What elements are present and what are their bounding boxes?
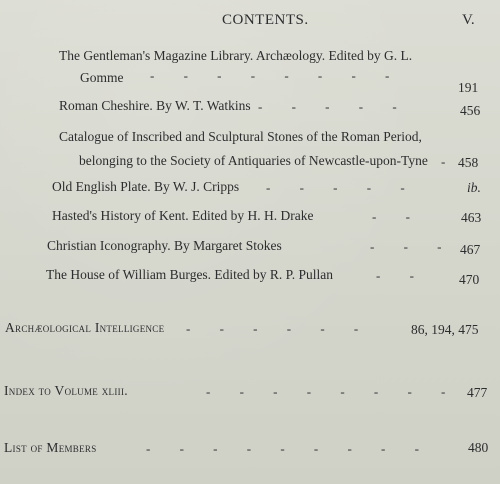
section-list-of-members: List of Members [4, 440, 97, 455]
page-numeral: V. [462, 12, 475, 28]
leader-dots: - - [376, 268, 414, 283]
entry-2-title: Roman Cheshire. By W. T. Watkins [59, 98, 251, 113]
leader-dots: - - - [370, 239, 442, 254]
entry-2-page: 456 [460, 103, 481, 118]
entry-5-page: 463 [461, 210, 482, 225]
entry-7-line-1: The House of William Burges. Edited by R. P. Pullan [46, 267, 333, 282]
entry-3-line-1: Catalogue of Inscribed and Sculptural Stones of the Roman Period, [59, 129, 422, 144]
entry-6-line-1: Christian Iconography. By Margaret Stokes [47, 238, 282, 253]
section-3-page: 480 [468, 440, 489, 455]
entry-2-line-1 [59, 99, 251, 113]
entry-1-page: 191 [458, 80, 479, 95]
entry-6-page: 467 [460, 242, 481, 257]
section-archaeological-intelligence: Archæological Intelligence [5, 320, 165, 335]
entry-1-line-1: The Gentleman's Magazine Library. Archæology. Edited by G. L. [59, 48, 413, 63]
leader-dots: - - [372, 209, 410, 224]
leader-dots: - - - - - [258, 99, 397, 114]
leader-dots: - - - - - - - - [150, 68, 390, 83]
entry-4-page: ib. [467, 180, 481, 195]
entry-1-line-2: Gomme [80, 70, 124, 85]
entry-7-page: 470 [459, 272, 480, 287]
entry-5-line-1: Hasted's History of Kent. Edited by H. H. Drake [52, 208, 314, 223]
leader-dots: - - - - - - - - [206, 384, 446, 399]
page-title: CONTENTS. [222, 12, 309, 28]
leader-dots: - [441, 154, 446, 169]
entry-4-line-1: Old English Plate. By W. J. Cripps [52, 179, 240, 194]
entry-3-page: 458 [458, 155, 479, 170]
section-1-page: 86, 194, 475 [411, 322, 479, 337]
section-2-page: 477 [467, 385, 488, 400]
leader-dots: - - - - - - - - - [146, 441, 419, 456]
leader-dots: - - - - - - [186, 321, 359, 336]
section-index: Index to Volume xliii. [4, 383, 128, 398]
entry-3-line-2: belonging to the Society of Antiquaries of Newcastle-upon-Tyne [79, 153, 428, 168]
leader-dots: - - - - - [266, 180, 405, 195]
